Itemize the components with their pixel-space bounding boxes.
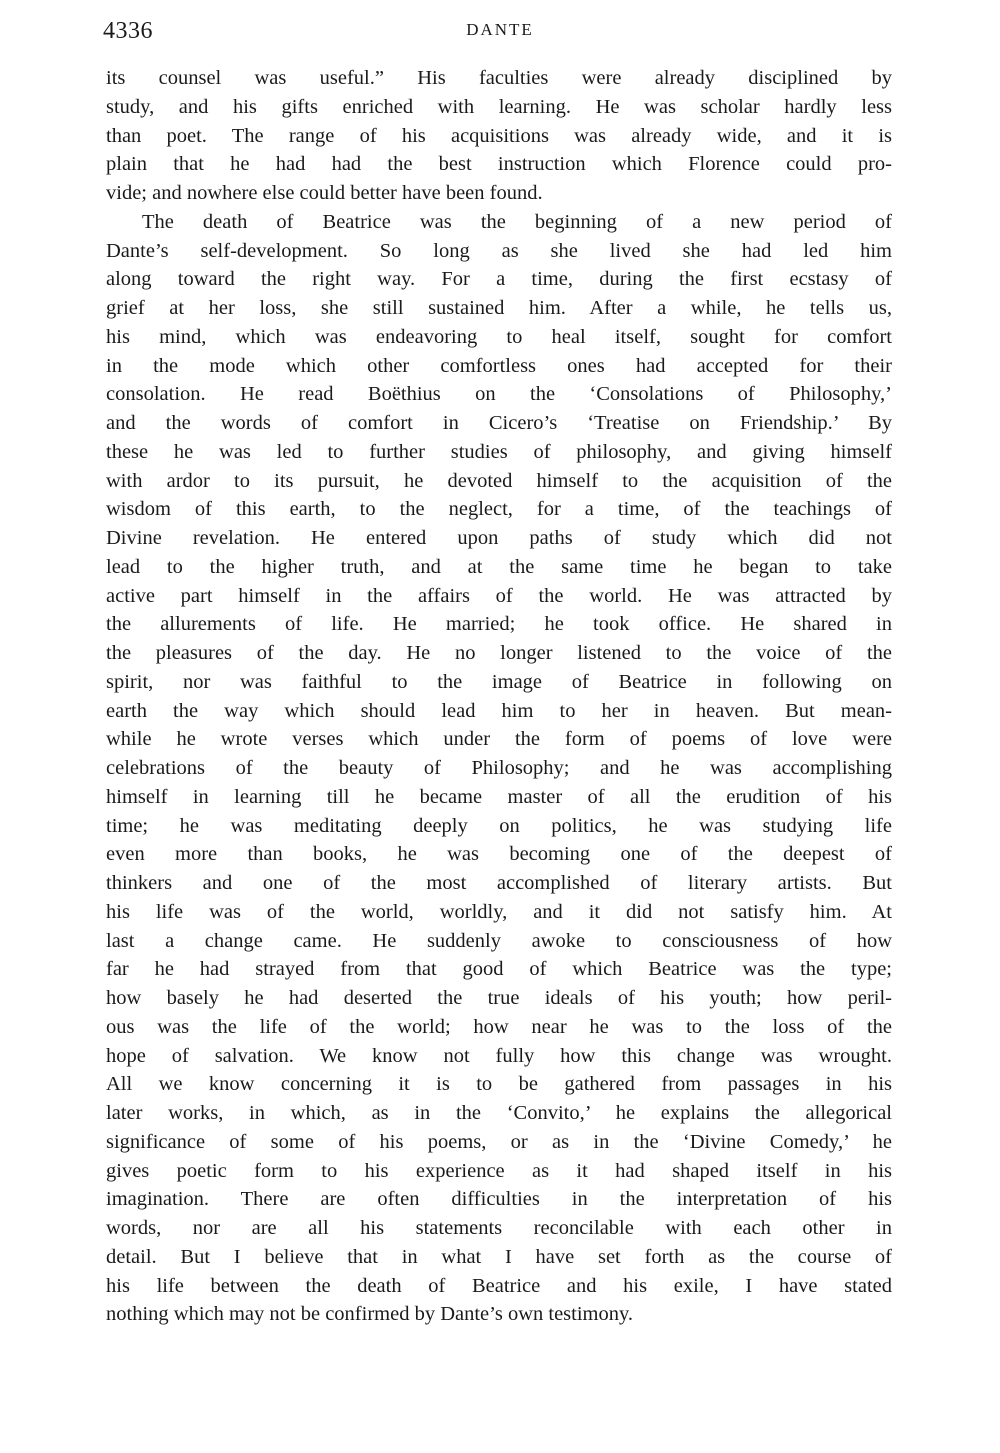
text-line: while he wrote verses which under the form of poems of love were [106,728,892,751]
text-line: consolation. He read Boëthius on the ‘Consolations of Philosophy,’ [106,383,892,406]
text-line: himself in learning till he became master of all the erudition of his [106,785,892,808]
text-line: how basely he had deserted the true ideals of his youth; how peril- [106,987,892,1009]
text-line: hope of salvation. We know not fully how this change was wrought. [106,1044,892,1067]
running-title: DANTE [466,20,534,39]
text-line: in the mode which other comfortless ones had accepted for their [106,354,892,377]
text-line: later works, in which, as in the ‘Convito,’ he explains the allegorical [106,1102,892,1124]
text-line: the pleasures of the day. He no longer listened to the voice of the [106,642,892,664]
text-line: lead to the higher truth, and at the same time he began to take [106,555,892,578]
text-line: than poet. The range of his acquisitions was already wide, and it is [106,124,892,147]
text-line: even more than books, he was becoming one of the deepest of [106,843,892,866]
page-number: 4336 [103,18,153,44]
text-line: gives poetic form to his experience as it had shaped itself in his [106,1159,892,1182]
text-line: along toward the right way. For a time, during the first ecstasy of [106,268,892,291]
text-line: wisdom of this earth, to the neglect, for a time, of the teachings of [106,498,892,521]
text-line: its counsel was useful.” His faculties were already disciplined by [106,67,892,89]
text-line: ous was the life of the world; how near he was to the loss of the [106,1015,892,1038]
text-line: significance of some of his poems, or as in the ‘Divine Comedy,’ he [106,1130,892,1153]
text-line: with ardor to its pursuit, he devoted himself to the acquisition of the [106,469,892,492]
text-line: nothing which may not be confirmed by Dante’s own testimony. [106,1303,634,1326]
text-line: time; he was meditating deeply on politics, he was studying life [106,814,892,837]
text-line: and the words of comfort in Cicero’s ‘Treatise on Friendship.’ By [106,412,892,434]
text-line: imagination. There are often difficulties in the interpretation of his [106,1188,892,1211]
text-line: his mind, which was endeavoring to heal itself, sought for comfort [106,325,892,348]
text-line: grief at her loss, she still sustained him. After a while, he tells us, [106,297,892,319]
text-line: vide; and nowhere else could better have been found. [106,182,543,204]
text-line: Dante’s self-development. So long as she lived she had led him [106,239,892,262]
text-line: far he had strayed from that good of which Beatrice was the type; [106,958,892,981]
text-line: thinkers and one of the most accomplished of literary artists. But [106,872,892,894]
text-line: his life was of the world, worldly, and it did not satisfy him. At [106,900,892,923]
text-line: these he was led to further studies of philosophy, and giving himself [106,440,892,463]
body-text [106,64,892,1329]
text-line: spirit, nor was faithful to the image of Beatrice in following on [106,670,892,693]
text-line: active part himself in the affairs of the world. He was attracted by [106,584,892,607]
text-line: All we know concerning it is to be gathered from passages in his [106,1073,892,1096]
paragraph-1 [106,64,892,208]
text-line: Divine revelation. He entered upon paths of study which did not [106,527,892,549]
text-line: last a change came. He suddenly awoke to consciousness of how [106,929,892,952]
text-line: earth the way which should lead him to her in heaven. But mean- [106,699,892,722]
text-line: plain that he had had the best instruction which Florence could pro- [106,153,892,176]
text-line: the allurements of life. He married; he took office. He shared in [106,613,892,636]
text-line: The death of Beatrice was the beginning of a new period of [142,210,892,233]
paragraph-2 [106,208,892,1329]
text-line: his life between the death of Beatrice and his exile, I have stated [106,1274,892,1297]
text-line: celebrations of the beauty of Philosophy; and he was accomplishing [106,757,892,779]
text-line: study, and his gifts enriched with learning. He was scholar hardly less [106,95,892,118]
text-line: detail. But I believe that in what I have set forth as the course of [106,1245,892,1268]
text-line: words, nor are all his statements reconcilable with each other in [106,1217,892,1239]
